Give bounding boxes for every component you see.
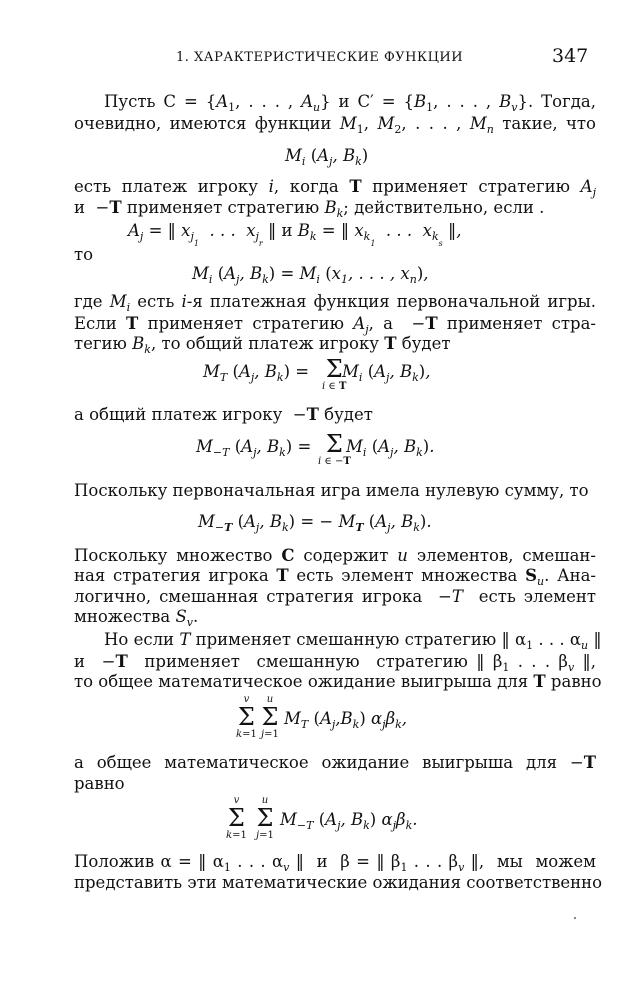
sum-sign-7b: u Σ j=1	[261, 694, 279, 740]
formula-1: $M_i$ ($A_j$, $B_k$)	[285, 146, 369, 168]
paragraph-4-line-1: где $M_i$ есть i-я платежная функция первоначальной игры.	[74, 292, 596, 314]
paragraph-9-line-2: равно	[74, 774, 125, 793]
sum-sign-4: Σ i ∈ T	[322, 355, 347, 392]
formula-7: $M_T$ $(A_j,B_k)$ $\alpha_j\beta_k$,	[284, 709, 408, 731]
paragraph-4-line-3: тегию $B_k$, то общий платеж игроку T будет	[74, 334, 451, 356]
paragraph-10-line-1: Положив α = ‖ $\alpha_1$ . . . $\alpha_v$ ‖ и β = ‖ $\beta_1$ . . . $\beta_v$ ‖, мы можем	[74, 852, 597, 874]
formula-5-rhs: $M_i$ ($A_j$, $B_k$).	[346, 437, 435, 459]
formula-5-lhs: $M_{-T}$ ($A_j$, $B_k$) =	[196, 437, 312, 459]
formula-4-rhs: $M_i$ ($A_j$, $B_k$),	[342, 362, 431, 384]
paragraph-1-line-1: Пусть $C = \{A_1$, . . . , $A_u$} и $C' = \{B_1$, . . . , $B_v$}. Тогда,	[104, 92, 596, 114]
formula-2: $A_j$ = ‖ $x_{j_1}$ . . . $x_{j_r}$ ‖ и $B_k$ = ‖ $x_{k_1}$ . . . $x_{k_s}$ ‖,	[128, 221, 462, 248]
formula-6: $M_{-T}$ ($A_j$, $B_k$) = − $M_T$ ($A_j$, $B_k$).	[198, 512, 432, 534]
paragraph-8-line-2: и −T применяет смешанную стратегию ‖ $\beta_1$ . . . $\beta_v$ ‖,	[74, 652, 596, 674]
sum-sign-7a: v Σ k=1	[236, 694, 257, 740]
sum-sign-8b: u Σ j=1	[256, 795, 274, 841]
paragraph-7-line-2: ная стратегия игрока T есть элемент множества $S_u$. Ана-	[74, 566, 596, 588]
sum-sign-5: Σ i ∈ −T	[318, 430, 351, 467]
paragraph-2-line-2: и −T применяет стратегию $B_k$; действительно, если .	[74, 198, 545, 220]
paragraph-6: Поскольку первоначальная игра имела нулевую сумму, то	[74, 481, 589, 500]
paragraph-8-line-3: то общее математическое ожидание выигрыша для T равно	[74, 672, 602, 691]
formula-8: $M_{-T}$ ($A_j$, $B_k$) $\alpha_j\beta_k$.	[280, 810, 418, 832]
paragraph-1-line-2: очевидно, имеются функции $M_1$, $M_2$, . . . , $M_n$ такие, что	[74, 114, 596, 136]
print-speck	[574, 917, 576, 919]
formula-3: $M_i$ ($A_j$, $B_k) = M_i$ ($x_1$, . . . , $x_n$),	[192, 264, 429, 286]
paragraph-7-line-1: Поскольку множество C содержит u элементов, смешан-	[74, 546, 596, 565]
paragraph-7-line-4: множества $S_v$.	[74, 607, 199, 629]
paragraph-7-line-3: логично, смешанная стратегия игрока −T есть элемент	[74, 587, 596, 606]
paragraph-8-line-1: Но если T применяет смешанную стратегию ‖ $\alpha_1$ . . . $\alpha_u$ ‖	[104, 630, 602, 652]
sum-sign-8a: v Σ k=1	[226, 795, 247, 841]
paragraph-2-line-1: есть платеж игроку i, когда T применяет стратегию $A_j$	[74, 177, 597, 199]
page-number: 347	[552, 45, 589, 67]
paragraph-10-line-2: представить эти математические ожидания соответственно	[74, 873, 603, 892]
running-title: 1. ХАРАКТЕРИСТИЧЕСКИЕ ФУНКЦИИ	[176, 50, 464, 65]
paragraph-5: а общий платеж игроку −T будет	[74, 405, 373, 424]
paragraph-4-line-2: Если T применяет стратегию $A_j$, а −T применяет стра-	[74, 314, 596, 336]
formula-4-lhs: $M_T$ ($A_j$, $B_k$) =	[203, 362, 310, 384]
paragraph-3: то	[74, 245, 94, 264]
paragraph-9-line-1: а общее математическое ожидание выигрыша для −T	[74, 753, 596, 772]
